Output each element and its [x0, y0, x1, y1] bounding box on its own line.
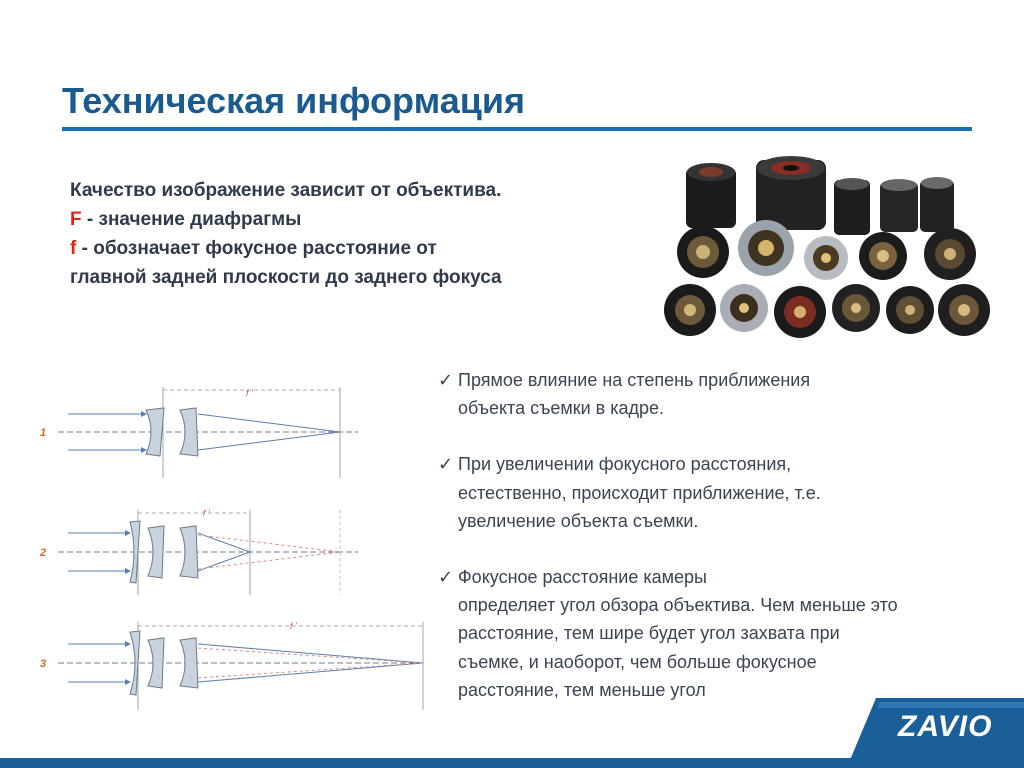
checkmark-icon: ✓	[438, 370, 454, 390]
bullet-continuation: объекта съемки в кадре.	[458, 398, 665, 419]
f-number-desc: - значение диафрагмы	[81, 209, 302, 230]
zavio-logo: ZAVIO	[898, 710, 993, 743]
checkmark-icon: ✓	[438, 567, 454, 588]
diagram-label-2: 2	[40, 547, 47, 559]
bullet-list	[438, 366, 908, 704]
diagram-row-2	[39, 508, 358, 595]
intro-line-3	[70, 234, 502, 263]
intro-line-1: Качество изображение зависит от объектива.	[70, 180, 502, 201]
diagram-row-3	[40, 621, 423, 710]
intro-line-2	[70, 205, 502, 234]
title-underline	[62, 127, 972, 131]
lens	[924, 228, 976, 280]
lens	[834, 178, 870, 235]
focal-desc: - обозначает фокусное расстояние от	[76, 238, 437, 259]
lens	[804, 236, 848, 280]
lens	[664, 284, 716, 336]
bullet-continuation: естественно, происходит приближение, т.е. увеличение объекта съемки.	[458, 482, 821, 531]
f-number-symbol: F	[70, 209, 82, 230]
lens	[756, 156, 826, 230]
footer-band	[0, 758, 1024, 768]
lens	[720, 284, 768, 332]
slide-title: Техническая информация	[62, 80, 526, 121]
lens	[938, 284, 990, 336]
bullet-continuation: определяет угол обзора объектива. Чем меньше это расстояние, тем шире будет угол захвата при съемке, и наоборот, чем больше фокусное расстояние, тем меньше угол	[458, 595, 898, 700]
focal-symbol: f	[70, 238, 77, 259]
bullet-first-line: При увеличении фокусного расстояния,	[458, 454, 792, 475]
diagram-label-1: 1	[40, 427, 47, 439]
bullet-first-line: Фокусное расстояние камеры	[458, 567, 707, 588]
bullet-item	[438, 450, 908, 535]
focal-length-label: f '	[290, 621, 297, 631]
lenses-photo	[658, 150, 998, 345]
lens	[774, 286, 826, 338]
lens	[677, 226, 729, 278]
lens	[686, 163, 736, 228]
bullet-first-line: Прямое влияние на степень приближения	[458, 370, 811, 390]
bullet-item	[438, 563, 908, 704]
checkmark-icon: ✓	[438, 454, 454, 475]
diagram-label-3: 3	[40, 658, 47, 670]
diagram-row-1	[40, 387, 358, 478]
lens	[886, 286, 934, 334]
lens	[880, 179, 918, 232]
lens	[859, 232, 907, 280]
lens	[920, 177, 954, 232]
lens	[738, 220, 794, 276]
lens	[832, 284, 880, 332]
bullet-item	[438, 366, 908, 422]
intro-line-4: главной задней плоскости до заднего фокуса	[70, 267, 502, 288]
focal-length-label: f '	[246, 388, 253, 398]
focal-length-diagram	[28, 370, 425, 722]
focal-length-label: f '	[203, 508, 210, 518]
intro-text	[70, 176, 502, 292]
